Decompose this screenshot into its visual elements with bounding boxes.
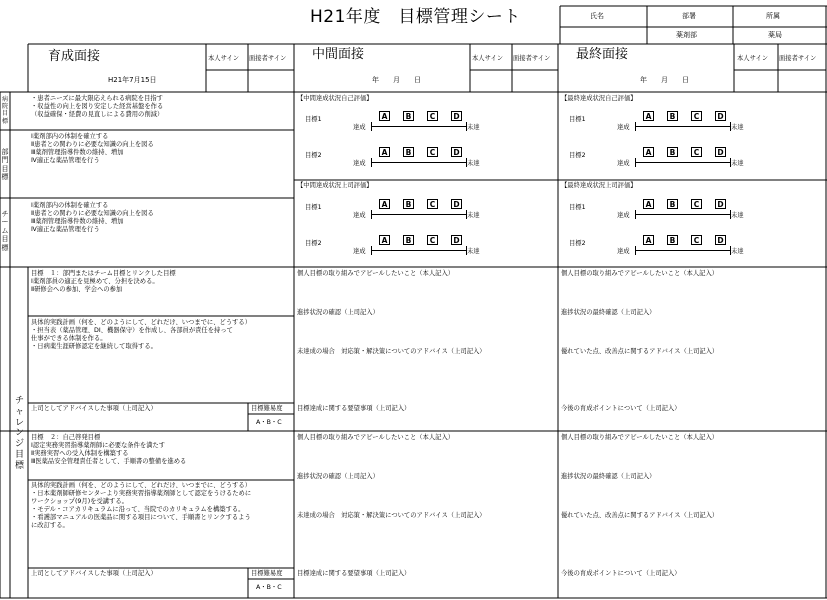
grade-d-box[interactable]: D: [715, 111, 726, 121]
challenge2-difficulty-value[interactable]: A・B・C: [256, 584, 282, 591]
challenge1-difficulty-value[interactable]: A・B・C: [256, 419, 282, 426]
chukan-self-sign-label: 本人サイン: [472, 55, 504, 62]
scale-end: [371, 122, 372, 131]
saishu-boss-sign-label: 面接者サイン: [779, 55, 817, 62]
grade-a-box[interactable]: A: [643, 111, 654, 121]
mid-appeal-label-1: 個人目標の取り組みでアピールしたいこと（本人記入）: [297, 270, 455, 277]
goal2-label: 目標2: [305, 240, 322, 247]
scale-line: [635, 126, 731, 127]
challenge2-plan-line: ワークショップ(9月)を受講する。: [31, 498, 128, 505]
rating-scale-mid-self-goal1: [305, 108, 485, 134]
team-goal-label: チーム目標: [1, 210, 9, 252]
dept-goal-line: Ⅰ薬剤部内の体制を確立する: [31, 133, 109, 140]
affiliation-value[interactable]: 薬局: [768, 31, 782, 39]
goal1-label: 目標1: [305, 204, 322, 211]
challenge1-plan-line: ・担当表（薬品管理、DI、機器保守）を作成し、各部員が責任を持って: [31, 327, 233, 334]
achieved-label: 達成: [353, 160, 366, 167]
challenge2-goal-line: 目標 ２：自己啓発目標: [31, 434, 101, 441]
achieved-label: 達成: [353, 124, 366, 131]
grade-c-box[interactable]: C: [427, 199, 438, 209]
rating-scale-final-self-goal2: [569, 144, 749, 170]
rating-scale-final-self-goal1: [569, 108, 749, 134]
mid-advice-label-2: 未達成の場合 対応策・解決策についてのアドバイス（上司記入）: [297, 512, 486, 519]
grade-c-box[interactable]: C: [427, 147, 438, 157]
mid-progress-label-2: 進捗状況の確認（上司記入）: [297, 473, 379, 480]
challenge1-goal-line: Ⅰ薬剤部員の適正を見極めて、分担を決める。: [31, 278, 159, 285]
team-goal-line: Ⅰ薬剤部内の体制を確立する: [31, 202, 109, 209]
scale-end: [635, 122, 636, 131]
challenge2-plan-line: ・モデル・コアカリキュラムに沿って、当院でのカリキュラムを構築する。: [31, 506, 245, 513]
not-achieved-label: 未達: [731, 124, 744, 131]
grade-a-box[interactable]: A: [379, 147, 390, 157]
grade-d-box[interactable]: D: [715, 147, 726, 157]
challenge2-goal-line: Ⅱ実務実習への受入体制を構築する: [31, 450, 129, 457]
not-achieved-label: 未達: [731, 212, 744, 219]
scale-end: [730, 122, 731, 131]
ikusei-interview-date[interactable]: H21年7月15日: [108, 76, 157, 84]
grade-b-box[interactable]: B: [667, 111, 678, 121]
team-goal-line: Ⅲ薬剤管理指導件数の維持、増加: [31, 218, 124, 225]
scale-end: [466, 158, 467, 167]
scale-end: [635, 246, 636, 255]
challenge2-goal-line: Ⅰ認定実務実習指導薬剤師に必要な条件を満たす: [31, 442, 166, 449]
goal1-label: 目標1: [305, 116, 322, 123]
hospital-goal-label: 病院目標: [1, 96, 8, 125]
grade-a-box[interactable]: A: [643, 147, 654, 157]
scale-end: [466, 210, 467, 219]
grade-a-box[interactable]: A: [379, 199, 390, 209]
grade-c-box[interactable]: C: [691, 111, 702, 121]
grade-b-box[interactable]: B: [403, 111, 414, 121]
achieved-label: 達成: [353, 248, 366, 255]
challenge2-plan-line: ・日本薬剤師研修センターより実務実習指導薬剤師として認定をうけるために: [31, 490, 252, 497]
final-progress-label-2: 進捗状況の最終確認（上司記入）: [561, 473, 656, 480]
mid-appeal-label-2: 個人目標の取り組みでアピールしたいこと（本人記入）: [297, 434, 455, 441]
scale-end: [371, 158, 372, 167]
mid-request-label-1: 目標達成に関する要望事項（上司記入）: [297, 405, 411, 412]
grade-d-box[interactable]: D: [451, 111, 462, 121]
hospital-goal-line: ・収益性の向上を図り安定した経営基盤を作る: [31, 103, 164, 110]
grade-c-box[interactable]: C: [691, 235, 702, 245]
ikusei-boss-sign-label: 面接者サイン: [249, 55, 287, 62]
final-advice-label-1: 優れていた点、改善点に関するアドバイス（上司記入）: [561, 348, 719, 355]
dept-goal-line: Ⅲ薬剤管理指導件数の維持、増加: [31, 149, 124, 156]
not-achieved-label: 未達: [467, 124, 480, 131]
scale-end: [371, 210, 372, 219]
achieved-label: 達成: [617, 212, 630, 219]
final-advice-label-2: 優れていた点、改善点に関するアドバイス（上司記入）: [561, 512, 719, 519]
team-goal-line: Ⅳ適正な薬品管理を行う: [31, 226, 100, 233]
grade-b-box[interactable]: B: [667, 199, 678, 209]
not-achieved-label: 未達: [467, 212, 480, 219]
scale-line: [371, 162, 467, 163]
rating-scale-mid-self-goal2: [305, 144, 485, 170]
mid-progress-label-1: 進捗状況の確認（上司記入）: [297, 309, 379, 316]
challenge2-goal-line: Ⅲ医薬品安全管理責任者として、手順書の整備を進める: [31, 458, 187, 465]
rating-scale-mid-boss-goal1: [305, 196, 485, 222]
mid-advice-label-1: 未達成の場合 対応策・解決策についてのアドバイス（上司記入）: [297, 348, 486, 355]
final-points-label-1: 今後の育成ポイントについて（上司記入）: [561, 405, 681, 412]
dept-label: 部署: [682, 12, 696, 20]
grade-d-box[interactable]: D: [451, 235, 462, 245]
rating-scale-mid-boss-goal2: [305, 232, 485, 258]
not-achieved-label: 未達: [467, 160, 480, 167]
dept-goal-label: 部門目標: [1, 148, 9, 182]
final-points-label-2: 今後の育成ポイントについて（上司記入）: [561, 570, 681, 577]
grade-c-box[interactable]: C: [691, 147, 702, 157]
challenge2-plan-line: ・看護部マニュアルの医薬品に関する項目について、手順書とリンクするよう: [31, 514, 251, 521]
scale-end: [730, 210, 731, 219]
scale-end: [635, 158, 636, 167]
challenge1-plan-line: ・日病薬生涯研修認定を継続して取得する。: [31, 343, 157, 350]
challenge-goal-label: チャレンジ目標: [14, 396, 24, 471]
scale-end: [730, 246, 731, 255]
not-achieved-label: 未達: [731, 248, 744, 255]
goal2-label: 目標2: [569, 152, 586, 159]
achieved-label: 達成: [617, 124, 630, 131]
mid-self-eval-heading: 【中間達成状況自己評価】: [297, 95, 373, 102]
grade-d-box[interactable]: D: [451, 199, 462, 209]
grade-d-box[interactable]: D: [451, 147, 462, 157]
hospital-goal-line: （収益確保・経費の見直しによる費用の削減）: [31, 111, 164, 118]
scale-line: [371, 214, 467, 215]
grade-d-box[interactable]: D: [715, 199, 726, 209]
achieved-label: 達成: [617, 160, 630, 167]
challenge2-difficulty-label: 目標難易度: [251, 570, 283, 577]
not-achieved-label: 未達: [467, 248, 480, 255]
rating-scale-final-boss-goal2: [569, 232, 749, 258]
challenge1-goal-line: Ⅱ研修会への参加、学会への参加: [31, 286, 123, 293]
challenge1-advice-label: 上司としてアドバイスした事項（上司記入）: [31, 405, 157, 412]
challenge2-plan-line: 具体的実践計画（何を、どのようにして、どれだけ、いつまでに、どうする）: [31, 482, 252, 489]
ikusei-self-sign-label: 本人サイン: [208, 55, 240, 62]
scale-line: [635, 214, 731, 215]
grade-b-box[interactable]: B: [403, 199, 414, 209]
dept-goal-line: Ⅱ患者との関わりに必要な知識の向上を図る: [31, 141, 154, 148]
team-goal-line: Ⅱ患者との関わりに必要な知識の向上を図る: [31, 210, 154, 217]
final-progress-label-1: 進捗状況の最終確認（上司記入）: [561, 309, 656, 316]
grade-a-box[interactable]: A: [379, 235, 390, 245]
goal1-label: 目標1: [569, 204, 586, 211]
name-label: 氏名: [590, 12, 604, 20]
dept-value[interactable]: 薬剤部: [676, 31, 697, 39]
challenge1-difficulty-label: 目標難易度: [251, 405, 283, 412]
ikusei-interview-title: 育成面接: [48, 49, 101, 64]
scale-end: [466, 122, 467, 131]
grade-a-box[interactable]: A: [643, 199, 654, 209]
chukan-boss-sign-label: 面接者サイン: [513, 55, 551, 62]
grade-c-box[interactable]: C: [427, 235, 438, 245]
goal2-label: 目標2: [569, 240, 586, 247]
scale-end: [371, 246, 372, 255]
final-boss-eval-heading: 【最終達成状況上司評価】: [561, 182, 637, 189]
grade-b-box[interactable]: B: [403, 147, 414, 157]
grade-c-box[interactable]: C: [691, 199, 702, 209]
dept-goal-line: Ⅳ適正な薬品管理を行う: [31, 157, 100, 164]
chukan-interview-title: 中間面接: [312, 47, 365, 62]
affiliation-label: 所属: [766, 12, 780, 20]
chukan-interview-date[interactable]: 年 月 日: [372, 76, 421, 84]
achieved-label: 達成: [353, 212, 366, 219]
grade-b-box[interactable]: B: [667, 147, 678, 157]
mid-request-label-2: 目標達成に関する要望事項（上司記入）: [297, 570, 411, 577]
grade-d-box[interactable]: D: [715, 235, 726, 245]
not-achieved-label: 未達: [731, 160, 744, 167]
challenge2-plan-line: に改訂する。: [31, 522, 69, 529]
challenge1-goal-line: 目標 １：部門またはチーム目標とリンクした目標: [31, 270, 176, 277]
scale-end: [635, 210, 636, 219]
rating-scale-final-boss-goal1: [569, 196, 749, 222]
challenge1-plan-line: 仕事ができる体制を作る。: [31, 335, 107, 342]
grade-c-box[interactable]: C: [427, 111, 438, 121]
goal1-label: 目標1: [569, 116, 586, 123]
grade-a-box[interactable]: A: [643, 235, 654, 245]
scale-line: [635, 250, 731, 251]
sheet-title: H21年度 目標管理シート: [310, 7, 521, 27]
mid-boss-eval-heading: 【中間達成状況上司評価】: [297, 182, 373, 189]
grade-b-box[interactable]: B: [667, 235, 678, 245]
challenge2-advice-label: 上司としてアドバイスした事項（上司記入）: [31, 570, 157, 577]
achieved-label: 達成: [617, 248, 630, 255]
grade-a-box[interactable]: A: [379, 111, 390, 121]
challenge1-plan-line: 具体的実践計画（何を、どのようにして、どれだけ、いつまでに、どうする）: [31, 319, 252, 326]
hospital-goal-line: ・患者ニーズに最大限応えられる病院を目指す: [31, 95, 163, 102]
grade-b-box[interactable]: B: [403, 235, 414, 245]
final-self-eval-heading: 【最終達成状況自己評価】: [561, 95, 637, 102]
scale-line: [371, 250, 467, 251]
saishu-interview-title: 最終面接: [576, 47, 629, 62]
saishu-self-sign-label: 本人サイン: [737, 55, 769, 62]
scale-end: [466, 246, 467, 255]
saishu-interview-date[interactable]: 年 月 日: [640, 76, 689, 84]
scale-line: [371, 126, 467, 127]
final-appeal-label-1: 個人目標の取り組みでアピールしたいこと（本人記入）: [561, 270, 719, 277]
scale-line: [635, 162, 731, 163]
scale-end: [730, 158, 731, 167]
final-appeal-label-2: 個人目標の取り組みでアピールしたいこと（本人記入）: [561, 434, 719, 441]
goal2-label: 目標2: [305, 152, 322, 159]
